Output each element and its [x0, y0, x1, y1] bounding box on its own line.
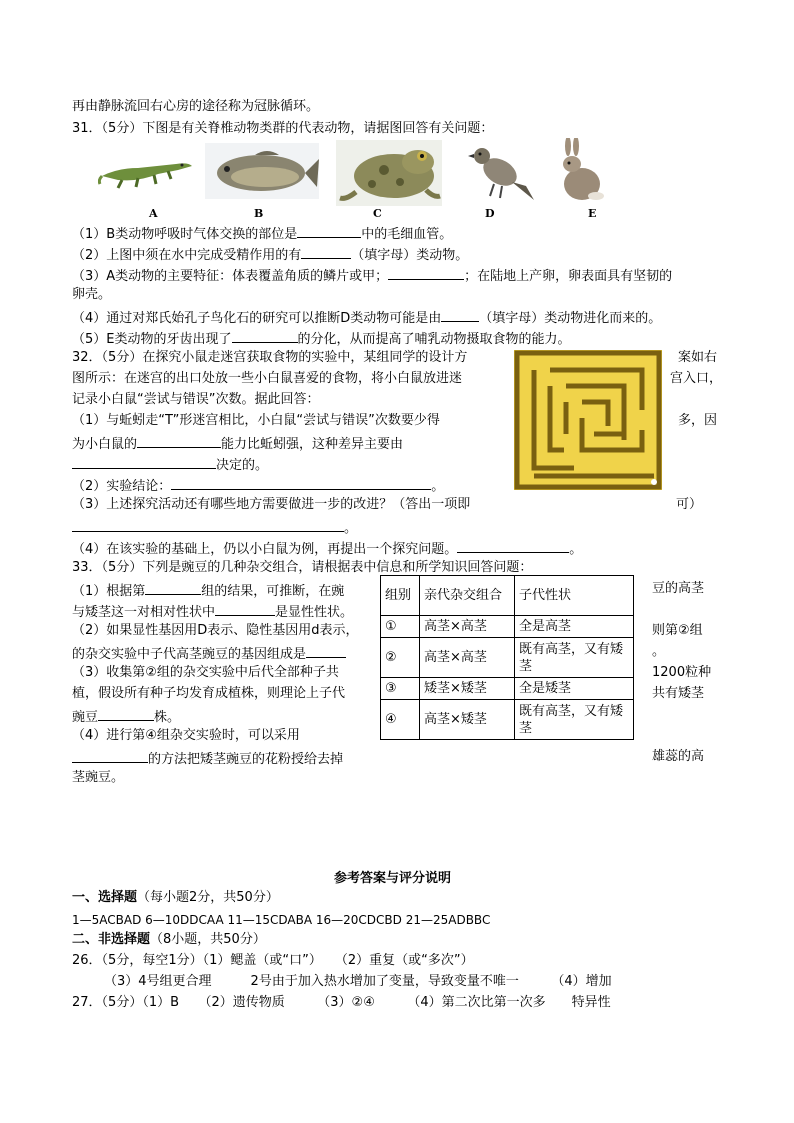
blank[interactable] — [232, 328, 298, 343]
table-row — [381, 638, 634, 678]
blank[interactable] — [72, 517, 344, 532]
q33-sub3-end: 豌豆 株。 — [72, 706, 180, 727]
maze-image — [514, 350, 662, 490]
header-parent: 亲代杂交组合 — [420, 576, 515, 616]
q33-sub2-right: 则第②组 — [652, 623, 703, 638]
q33-sub3-right: 1200粒种 — [652, 665, 712, 680]
answers-section1-head: 一、选择题（每小题2分，共50分） — [72, 890, 279, 905]
answers-title: 参考答案与评分说明 — [334, 871, 452, 886]
q33-sub1-cont: 与矮茎这一对相对性状中 是显性性状。 — [72, 601, 353, 622]
animal-label-a: A — [149, 207, 158, 220]
q32-sub1-cont: 为小白鼠的 能力比蚯蚓强，这种差异主要由 — [72, 433, 403, 454]
bird-image — [460, 138, 540, 204]
animal-label-c: C — [373, 207, 382, 220]
blank[interactable] — [145, 580, 201, 595]
blank[interactable] — [388, 265, 464, 280]
cell-group: ① — [381, 616, 420, 638]
q32-sub3-right: 可） — [676, 497, 703, 512]
q33-sub4: （4）进行第④组杂交实验时，可以采用 — [72, 728, 300, 743]
cell-group: ④ — [381, 700, 420, 740]
q32-sub4: （4）在该实验的基础上，仍以小白鼠为例，再提出一个探究问题。 。 — [72, 538, 582, 559]
cell-child: 全是矮茎 — [515, 678, 634, 700]
header-group: 组别 — [381, 576, 420, 616]
cell-child: 既有高茎，又有矮茎 — [515, 638, 634, 678]
q33-sub3-cont-right: 共有矮茎 — [652, 686, 705, 701]
q33-sub3-cont: 植，假设所有种子均发育成植株，则理论上子代 — [72, 686, 346, 701]
q32-line2-right: 宫入口， — [670, 371, 723, 386]
blank[interactable] — [306, 643, 346, 658]
table-row — [381, 616, 634, 638]
q33-sub2-cont: 的杂交实验中子代高茎豌豆的基因组成是 — [72, 643, 346, 664]
q33-sub3: （3）收集第②组的杂交实验中后代全部种子共 — [72, 665, 339, 680]
answers-section2-head: 二、非选择题（8小题，共50分） — [72, 932, 266, 947]
animal-label-d: D — [485, 207, 495, 220]
crocodile-image — [98, 142, 194, 194]
q33-title: 33．（5分）下列是豌豆的几种杂交组合，请根据表中信息和所学知识回答问题： — [72, 560, 533, 575]
blank[interactable] — [457, 538, 569, 553]
q32-line2: 图所示：在迷宫的出口处放一些小白鼠喜爱的食物，将小白鼠放进迷 — [72, 371, 463, 386]
q31-sub4: （4）通过对郑氏始孔子鸟化石的研究可以推断D类动物可能是由 （填字母）类动物进化而来的。 — [72, 307, 661, 328]
answer-26-line1: 26．（5分，每空1分）（1）鳃盖（或“口”） （2）重复（或“多次”） — [72, 953, 474, 968]
cell-parent: 高茎×高茎 — [420, 638, 515, 678]
q32-sub3-answer: 。 — [72, 517, 357, 538]
cell-child: 全是高茎 — [515, 616, 634, 638]
animal-label-b: B — [254, 207, 264, 220]
q32-sub1-right: 多，因 — [678, 413, 718, 428]
q32-sub1-end: 决定的。 — [72, 454, 268, 475]
q33-sub4-end: 茎豌豆。 — [72, 770, 125, 785]
blank[interactable] — [301, 244, 351, 259]
blank[interactable] — [215, 601, 275, 616]
q33-sub2: （2）如果显性基因用D表示、隐性基因用d表示， — [72, 623, 359, 638]
q31-sub5: （5）E类动物的牙齿出现了 的分化，从而提高了哺乳动物摄取食物的能力。 — [72, 328, 571, 349]
answer-27-line: 27．（5分）（1）B （2）遗传物质 （3）②④ （4）第二次比第一次多 特异性 — [72, 995, 611, 1010]
cell-group: ③ — [381, 678, 420, 700]
q31-sub1: （1）B类动物呼吸时气体交换的部位是 中的毛细血管。 — [72, 223, 452, 244]
cell-parent: 高茎×矮茎 — [420, 700, 515, 740]
q32-line1-right: 案如右 — [678, 350, 718, 365]
q31-title: 31．（5分）下图是有关脊椎动物类群的代表动物，请据图回答有关问题： — [72, 121, 494, 136]
frog-image — [336, 140, 442, 206]
q33-sub1: （1）根据第 组的结果，可推断，在豌 — [72, 580, 344, 601]
q33-sub4-cont: 的方法把矮茎豌豆的花粉授给去掉 — [72, 748, 343, 769]
header-child: 子代性状 — [515, 576, 634, 616]
blank[interactable] — [72, 454, 216, 469]
animal-label-e: E — [588, 207, 597, 220]
cross-table — [380, 575, 634, 740]
q32-line1: 32．（5分）在探究小鼠走迷宫获取食物的实验中，某组同学的设计方 — [72, 350, 468, 365]
q31-sub2: （2）上图中须在水中完成受精作用的有 （填字母）类动物。 — [72, 244, 468, 265]
blank[interactable] — [98, 706, 154, 721]
q33-sub2-end: 。 — [652, 644, 666, 659]
q32-line3: 记录小白鼠“尝试与错误”次数。据此回答： — [72, 392, 320, 407]
q32-sub1: （1）与蚯蚓走“T”形迷宫相比，小白鼠“尝试与错误”次数要少得 — [72, 413, 440, 428]
q32-sub3: （3）上述探究活动还有哪些地方需要做进一步的改进？（答出一项即 — [72, 497, 471, 512]
blank[interactable] — [137, 433, 221, 448]
fish-image — [205, 143, 319, 199]
q33-sub1-right: 豆的高茎 — [652, 581, 705, 596]
cell-parent: 矮茎×矮茎 — [420, 678, 515, 700]
table-row — [381, 700, 634, 740]
q31-sub3: （3）A类动物的主要特征：体表覆盖角质的鳞片或甲； ；在陆地上产卵，卵表面具有坚韧的 — [72, 265, 672, 286]
table-row — [381, 678, 634, 700]
cell-child: 既有高茎，又有矮茎 — [515, 700, 634, 740]
cell-group: ② — [381, 638, 420, 678]
blank[interactable] — [72, 748, 148, 763]
table-header-row — [381, 576, 634, 616]
intro-line: 再由静脉流回右心房的途径称为冠脉循环。 — [72, 99, 320, 114]
blank[interactable] — [171, 475, 431, 490]
answers-section1-line: 1—5ACBAD 6—10DDCAA 11—15CDABA 16—20CDCBD 21—25ADBBC — [72, 913, 491, 927]
q32-sub2: （2）实验结论： 。 — [72, 475, 444, 496]
q31-sub3-cont: 卵壳。 — [72, 287, 112, 302]
blank[interactable] — [441, 307, 479, 322]
q33-sub4-right: 雄蕊的高 — [652, 749, 705, 764]
cell-parent: 高茎×高茎 — [420, 616, 515, 638]
rabbit-image — [552, 138, 608, 204]
answer-26-line2: （3）4号组更合理 2号由于加入热水增加了变量，导致变量不唯一 （4）增加 — [104, 974, 612, 989]
blank[interactable] — [297, 223, 361, 238]
